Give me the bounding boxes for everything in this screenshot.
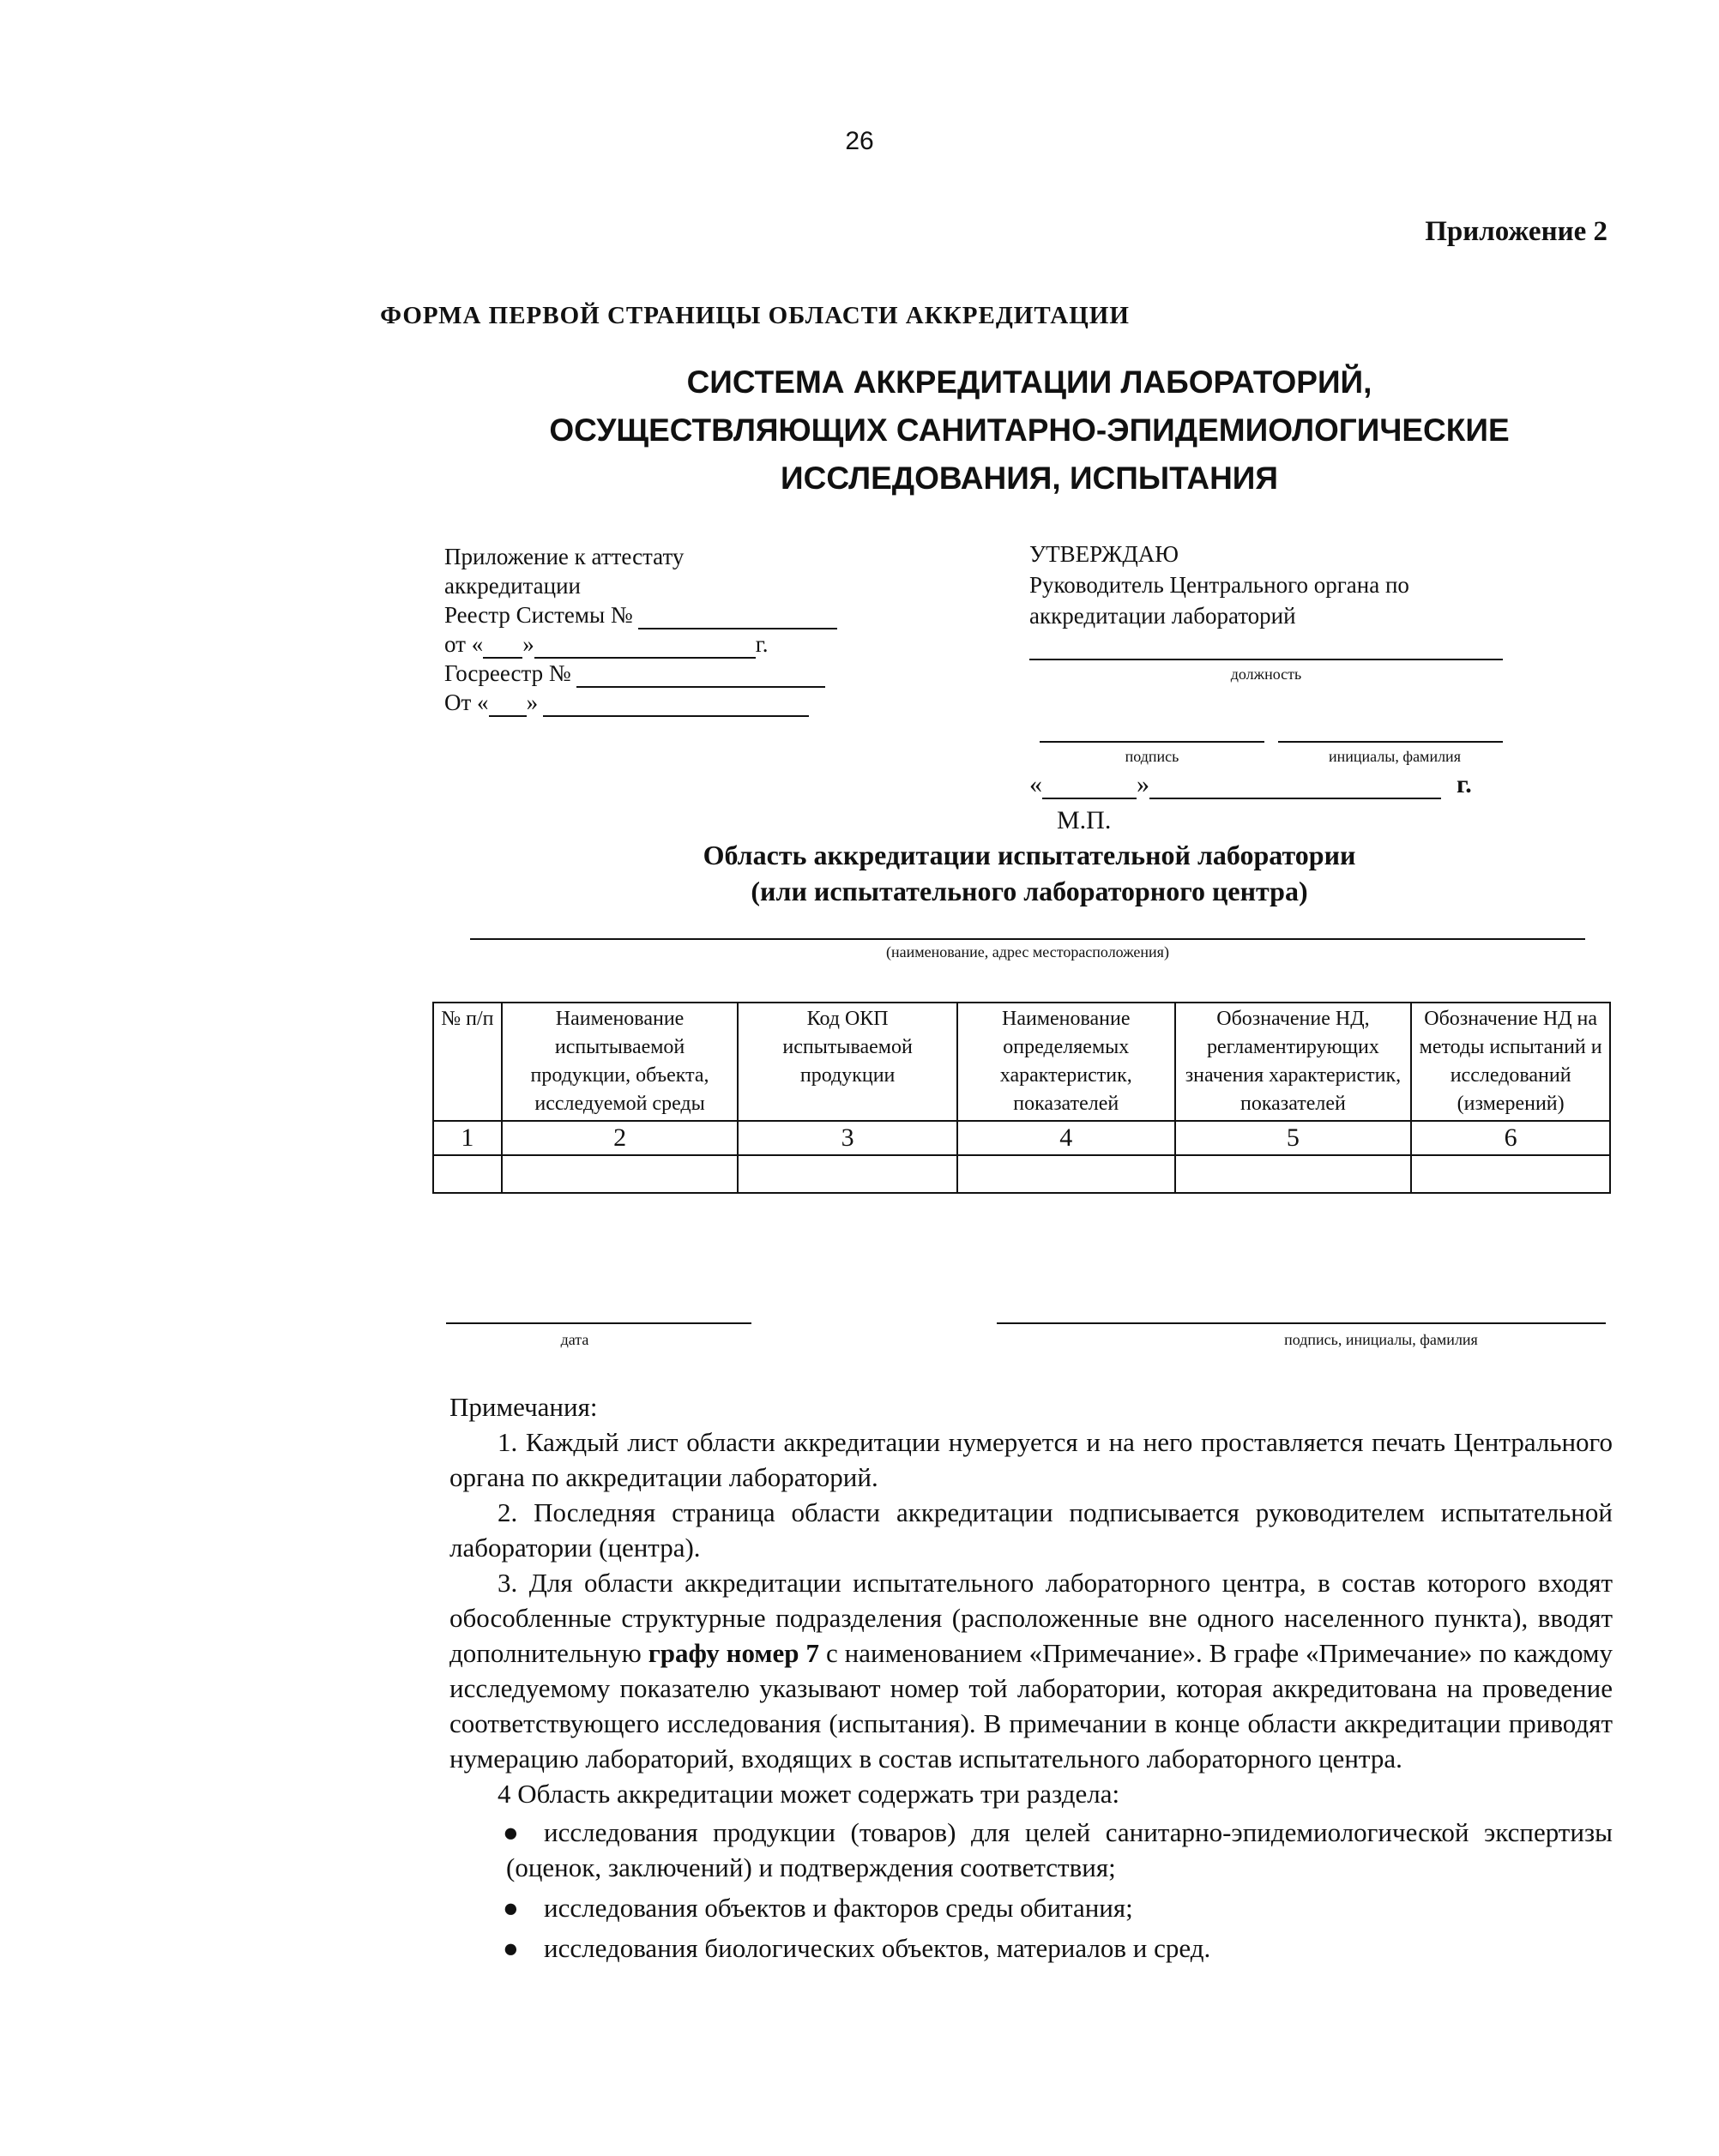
- approver-initials-caption: инициалы, фамилия: [1329, 748, 1461, 765]
- gosreestr-label: Госреестр №: [444, 660, 571, 686]
- registry-number-field[interactable]: [638, 609, 837, 629]
- approval-date-row: [1029, 770, 1472, 799]
- from-day-field[interactable]: [483, 638, 522, 659]
- from2-month-year-field[interactable]: [543, 696, 809, 717]
- position-line[interactable]: [1029, 659, 1503, 660]
- appendix-label: Приложение 2: [1425, 216, 1607, 247]
- approval-title: УТВЕРЖДАЮ: [1029, 541, 1179, 567]
- approver-initials-line[interactable]: [1278, 741, 1503, 743]
- date-line[interactable]: [446, 1322, 751, 1324]
- scope-title-line-1: Область аккредитации испытательной лаборатории: [703, 840, 1356, 870]
- empty-cell[interactable]: [738, 1155, 957, 1193]
- list-item: [449, 1815, 1613, 1885]
- header-characteristics: Наименование определяемых характеристик, показателей: [957, 1003, 1175, 1121]
- table-number-row: [433, 1121, 1610, 1155]
- scope-title: [480, 837, 1578, 909]
- bottom-signature-caption: подпись, инициалы, фамилия: [1284, 1331, 1478, 1348]
- from2-date-row: [444, 688, 837, 717]
- scope-table: [432, 1002, 1611, 1194]
- attestation-line-1: Приложение к аттестату: [444, 544, 685, 569]
- gosreestr-row: [444, 659, 837, 688]
- column-number-5: 5: [1175, 1121, 1412, 1155]
- list-item: [449, 1930, 1613, 1966]
- from-label: от «: [444, 631, 484, 657]
- header-nd-values: Обозначение НД, регламентирующих значения характеристик, показателей: [1175, 1003, 1412, 1121]
- table-empty-row: [433, 1155, 1610, 1193]
- scope-title-line-2: (или испытательного лабораторного центра): [751, 876, 1308, 906]
- note-3-bold: графу номер 7: [648, 1638, 820, 1668]
- empty-cell[interactable]: [433, 1155, 502, 1193]
- approval-block: [1029, 539, 1510, 631]
- from2-label: От «: [444, 690, 489, 715]
- empty-cell[interactable]: [1411, 1155, 1610, 1193]
- system-title: [480, 358, 1578, 503]
- approval-line-2: аккредитации лабораторий: [1029, 603, 1296, 629]
- attestation-block: [444, 542, 837, 717]
- sections-list: [449, 1815, 1613, 1966]
- from-month-year-field[interactable]: [534, 638, 756, 659]
- form-title: ФОРМА ПЕРВОЙ СТРАНИЦЫ ОБЛАСТИ АККРЕДИТАЦИИ: [380, 302, 1130, 329]
- list-item-text: исследования продукции (товаров) для целей санитарно-эпидемиологической экспертизы (оценок, заключений) и подтверждения соответствия;: [506, 1817, 1613, 1882]
- name-address-caption: (наименование, адрес месторасположения): [886, 943, 1169, 961]
- empty-cell[interactable]: [957, 1155, 1175, 1193]
- note-1: 1. Каждый лист области аккредитации нумеруется и на него проставляется печать Центрального органа по аккредитации лабораторий.: [449, 1427, 1613, 1492]
- column-number-4: 4: [957, 1121, 1175, 1155]
- table-header-row: [433, 1003, 1610, 1121]
- approval-date-open: «: [1029, 770, 1042, 798]
- approval-year-suffix: г.: [1457, 770, 1472, 798]
- approver-signature-caption: подпись: [1125, 748, 1179, 765]
- from2-day-field[interactable]: [489, 696, 527, 717]
- list-item-text: исследования объектов и факторов среды обитания;: [544, 1893, 1133, 1923]
- stamp-placeholder: М.П.: [1057, 806, 1112, 834]
- header-nd-methods: Обозначение НД на методы испытаний и исследований (измерений): [1411, 1003, 1610, 1121]
- header-product-name: Наименование испытываемой продукции, объекта, исследуемой среды: [502, 1003, 739, 1121]
- column-number-1: 1: [433, 1121, 502, 1155]
- registry-label: Реестр Системы №: [444, 602, 633, 628]
- notes-heading: Примечания:: [449, 1392, 598, 1422]
- approval-month-year-field[interactable]: [1149, 775, 1441, 799]
- bullet-icon: ●: [503, 1817, 519, 1847]
- from-year-suffix: г.: [755, 631, 769, 657]
- list-item: [449, 1890, 1613, 1925]
- position-caption: должность: [1230, 665, 1302, 683]
- approver-signature-line[interactable]: [1040, 741, 1264, 743]
- empty-cell[interactable]: [502, 1155, 739, 1193]
- approval-day-field[interactable]: [1042, 775, 1137, 799]
- note-3: [449, 1565, 1613, 1776]
- system-title-line-3: ИССЛЕДОВАНИЯ, ИСПЫТАНИЯ: [781, 461, 1278, 496]
- list-item-text: исследования биологических объектов, материалов и сред.: [544, 1933, 1211, 1963]
- from2-close-quote: »: [526, 690, 539, 715]
- gosreestr-number-field[interactable]: [576, 667, 825, 688]
- bottom-signature-line[interactable]: [997, 1322, 1606, 1324]
- header-okp-code: Код ОКП испытываемой продукции: [738, 1003, 957, 1121]
- page-number: 26: [845, 127, 874, 155]
- note-2: 2. Последняя страница области аккредитации подписывается руководителем испытательной лаборатории (центра).: [449, 1497, 1613, 1563]
- date-caption: дата: [560, 1331, 589, 1348]
- approval-date-close: »: [1137, 770, 1149, 798]
- column-number-6: 6: [1411, 1121, 1610, 1155]
- bullet-icon: ●: [503, 1893, 519, 1923]
- note-3-part-1: 3. Для области аккредитации испытательного лабораторного центра, в состав которого входят обособленные структурные подразделения (расположенные вне одного населенного пункта), вводят дополнительную: [449, 1568, 1613, 1668]
- attestation-line-2: аккредитации: [444, 573, 581, 599]
- system-title-line-2: ОСУЩЕСТВЛЯЮЩИХ САНИТАРНО-ЭПИДЕМИОЛОГИЧЕСКИЕ: [549, 413, 1510, 448]
- bullet-icon: ●: [503, 1933, 519, 1963]
- from-close-quote: »: [522, 631, 534, 657]
- column-number-2: 2: [502, 1121, 739, 1155]
- column-number-3: 3: [738, 1121, 957, 1155]
- from-date-row: [444, 629, 837, 659]
- system-title-line-1: СИСТЕМА АККРЕДИТАЦИИ ЛАБОРАТОРИЙ,: [686, 364, 1372, 400]
- note-3-part-2: с наименованием «Примечание». В графе «Примечание» по каждому исследуемому показателю указывают номер той лаборатории, которая аккредитована на проведение соответствующего исследования (испытания). В примечании в конце области аккредитации приводят нумерацию лабораторий, входящих в состав испытательного лабораторного центра.: [449, 1638, 1613, 1774]
- header-number: № п/п: [433, 1003, 502, 1121]
- notes-section: [449, 1389, 1613, 1971]
- registry-row: [444, 600, 837, 629]
- name-address-line[interactable]: [470, 938, 1585, 940]
- empty-cell[interactable]: [1175, 1155, 1412, 1193]
- approval-line-1: Руководитель Центрального органа по: [1029, 572, 1409, 598]
- note-4: 4 Область аккредитации может содержать три раздела:: [498, 1779, 1120, 1809]
